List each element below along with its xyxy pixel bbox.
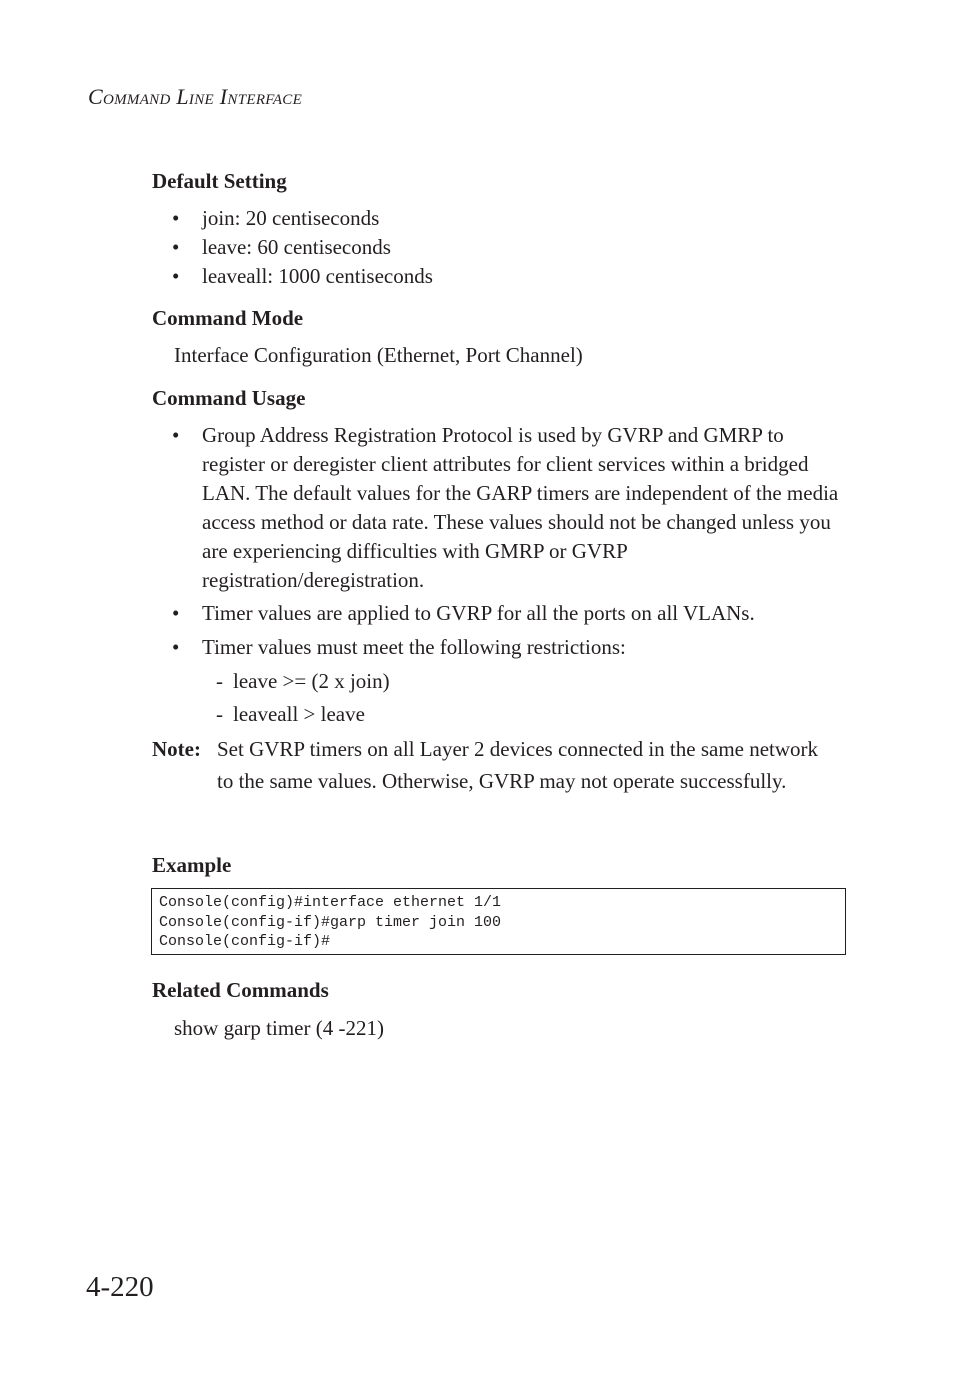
default-setting-item — [172, 204, 852, 233]
default-setting-item — [172, 262, 852, 291]
bullet-icon: • — [172, 206, 180, 230]
command-usage-item-text: Timer values are applied to GVRP for all the ports on all VLANs. — [202, 601, 755, 625]
restriction-item — [216, 667, 390, 696]
page-number: 4-220 — [86, 1271, 154, 1303]
code-line: Console(config)#interface ethernet 1/1 — [159, 894, 502, 911]
default-setting-item-text: leave: 60 centiseconds — [202, 235, 391, 259]
bullet-icon: • — [172, 601, 180, 625]
code-line: Console(config-if)# — [159, 933, 331, 950]
running-head: Command Line Interface — [88, 84, 303, 109]
bullet-icon: • — [172, 423, 180, 447]
note — [152, 734, 832, 797]
command-usage-item-text: Group Address Registration Protocol is used by GVRP and GMRP to register or deregister client attributes for client services within a bridged LAN. The default values for the GARP timers are independent of the media access method or data rate. These values should not be changed unless you are experiencing difficulties with GMRP or GVRP registration/deregistration. — [202, 423, 839, 592]
command-usage-item — [172, 421, 844, 595]
dash-icon: - — [216, 669, 223, 693]
default-setting-item-text: join: 20 centiseconds — [202, 206, 380, 230]
command-usage-heading: Command Usage — [152, 386, 306, 410]
command-mode-heading: Command Mode — [152, 306, 304, 330]
code-example-box — [151, 888, 846, 955]
related-command-link[interactable]: show garp timer (4 -221) — [174, 1016, 384, 1040]
bullet-icon: • — [172, 264, 180, 288]
restriction-text: leave >= (2 x join) — [233, 669, 390, 693]
command-mode-text: Interface Configuration (Ethernet, Port Channel) — [174, 343, 583, 367]
code-line: Console(config-if)#garp timer join 100 — [159, 913, 502, 931]
example-heading: Example — [152, 853, 232, 877]
restriction-item — [216, 700, 365, 729]
note-text: Set GVRP timers on all Layer 2 devices connected in the same network to the same values. Otherwise, GVRP may not operate successfully. — [217, 737, 819, 793]
command-usage-item — [172, 599, 852, 628]
command-usage-item-text: Timer values must meet the following restrictions: — [202, 635, 626, 659]
default-setting-heading: Default Setting — [152, 169, 287, 193]
note-label: Note: — [152, 737, 201, 761]
default-setting-item — [172, 233, 852, 262]
restriction-text: leaveall > leave — [233, 702, 365, 726]
bullet-icon: • — [172, 235, 180, 259]
bullet-icon: • — [172, 635, 180, 659]
dash-icon: - — [216, 702, 223, 726]
related-commands-heading: Related Commands — [152, 978, 329, 1002]
default-setting-item-text: leaveall: 1000 centiseconds — [202, 264, 433, 288]
command-usage-item — [172, 633, 852, 662]
